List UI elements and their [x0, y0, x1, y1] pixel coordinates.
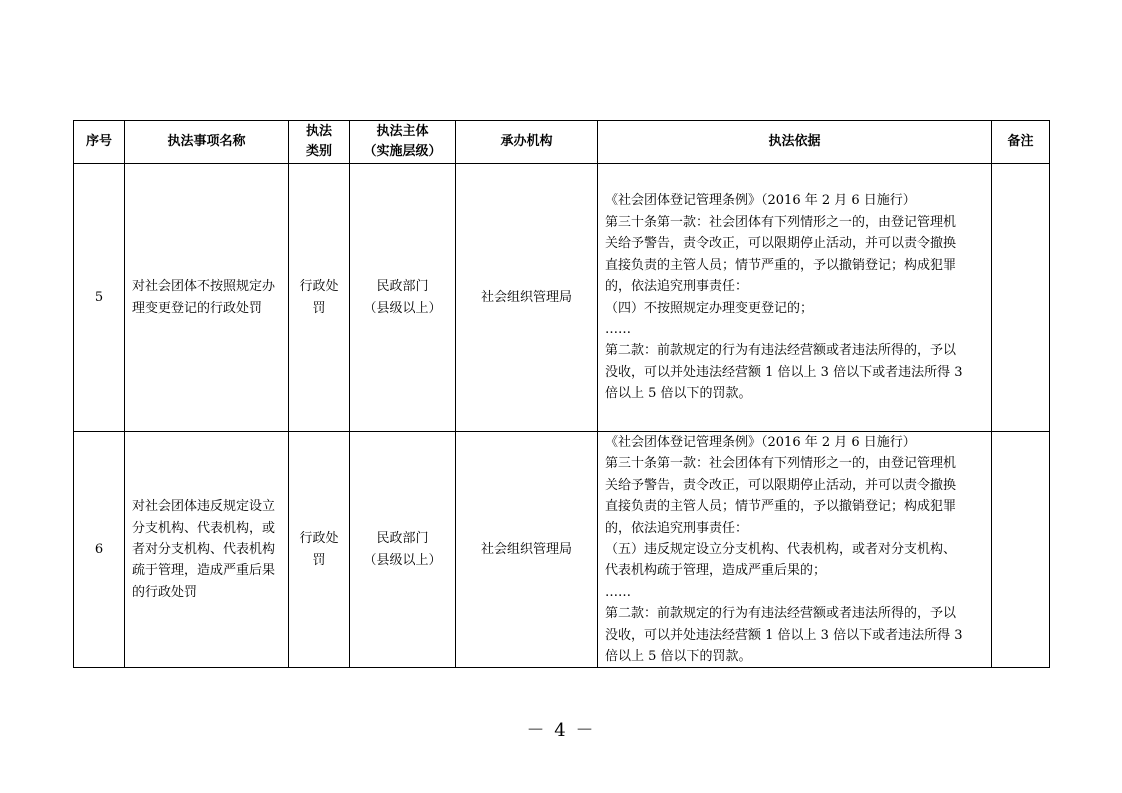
header-subject-line1: 执法主体 [376, 124, 429, 139]
row-category [289, 432, 350, 668]
row-item-name: 对社会团体不按照规定办理变更登记的行政处罚 [125, 164, 289, 432]
basis-line: 倍以上 5 倍以下的罚款。 [605, 386, 752, 402]
basis-line: 第二款：前款规定的行为有违法经营额或者违法所得的，予以 [605, 606, 957, 622]
basis-line: 没收，可以并处违法经营额 1 倍以上 3 倍以下或者违法所得 3 [605, 364, 963, 380]
row-agency: 社会组织管理局 [456, 164, 598, 432]
row-category [289, 164, 350, 432]
header-basis: 执法依据 [598, 121, 992, 164]
header-subject-line2: （实施层级） [363, 144, 442, 159]
row-subject-line2: （县级以上） [363, 552, 442, 568]
basis-line: 第三十条第一款：社会团体有下列情形之一的，由登记管理机 [605, 456, 957, 472]
row-subject [350, 164, 456, 432]
row-category-line2: 罚 [312, 552, 326, 568]
header-category [289, 121, 350, 164]
header-agency: 承办机构 [456, 121, 598, 164]
header-remarks: 备注 [992, 121, 1050, 164]
row-category-line2: 罚 [312, 300, 326, 316]
header-category-line1: 执法 [305, 124, 332, 139]
basis-line: 的，依法追究刑事责任： [605, 279, 749, 295]
basis-line: 代表机构疏于管理，造成严重后果的； [605, 563, 827, 579]
row-seq: 5 [74, 164, 125, 432]
row-subject-line2: （县级以上） [363, 300, 442, 316]
row-basis [598, 164, 992, 432]
basis-line: 第三十条第一款：社会团体有下列情形之一的，由登记管理机 [605, 214, 957, 230]
page-number: － 4 － [526, 720, 596, 741]
basis-line: 直接负责的主管人员；情节严重的，予以撤销登记；构成犯罪 [605, 499, 957, 515]
header-subject [350, 121, 456, 164]
basis-line: …… [605, 321, 631, 337]
header-category-line2: 类别 [305, 144, 332, 159]
basis-line: （四）不按照规定办理变更登记的； [605, 300, 814, 316]
row-remarks [992, 164, 1050, 432]
basis-line: 《社会团体登记管理条例》（2016 年 2 月 6 日施行） [605, 193, 916, 209]
basis-line: （五）违反规定设立分支机构、代表机构，或者对分支机构、 [605, 542, 957, 558]
basis-line: 倍以上 5 倍以下的罚款。 [605, 649, 752, 665]
row-subject-line1: 民政部门 [376, 531, 429, 547]
row-remarks [992, 432, 1050, 668]
row-seq: 6 [74, 432, 125, 668]
basis-line: 关给予警告，责令改正，可以限期停止活动，并可以责令撤换 [605, 236, 957, 252]
row-basis [598, 432, 992, 668]
row-agency: 社会组织管理局 [456, 432, 598, 668]
header-seq: 序号 [74, 121, 125, 164]
basis-line: 没收，可以并处违法经营额 1 倍以上 3 倍以下或者违法所得 3 [605, 627, 963, 643]
basis-line: 关给予警告，责令改正，可以限期停止活动，并可以责令撤换 [605, 477, 957, 493]
basis-line: 《社会团体登记管理条例》（2016 年 2 月 6 日施行） [605, 435, 916, 450]
enforcement-items-table [73, 120, 1050, 668]
row-category-line1: 行政处 [299, 279, 339, 295]
header-item-name: 执法事项名称 [125, 121, 289, 164]
basis-line: 的，依法追究刑事责任： [605, 520, 749, 536]
row-category-line1: 行政处 [299, 531, 339, 547]
row-item-name: 对社会团体违反规定设立分支机构、代表机构，或者对分支机构、代表机构疏于管理，造成严重后果的行政处罚 [125, 432, 289, 668]
basis-line: 直接负责的主管人员；情节严重的，予以撤销登记；构成犯罪 [605, 257, 957, 273]
basis-line: 第二款：前款规定的行为有违法经营额或者违法所得的，予以 [605, 343, 957, 359]
table-row [74, 164, 1050, 432]
row-subject-line1: 民政部门 [376, 279, 429, 295]
row-subject [350, 432, 456, 668]
basis-line: …… [605, 584, 631, 600]
table-row [74, 432, 1050, 668]
table-header-row [74, 121, 1050, 164]
